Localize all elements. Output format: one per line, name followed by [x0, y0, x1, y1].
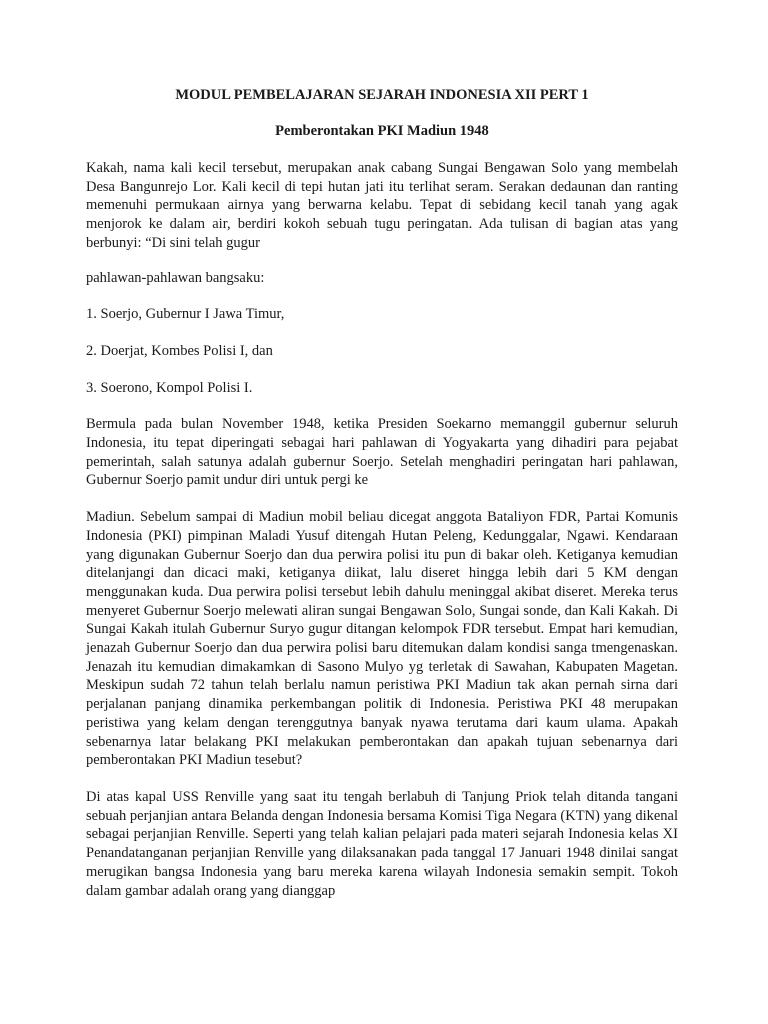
document-subtitle: Pemberontakan PKI Madiun 1948 — [275, 123, 489, 139]
paragraph-madiun: Madiun. Sebelum sampai di Madiun mobil beliau dicegat anggota Bataliyon FDR, Partai Komunis Indonesia (PKI) pimpinan Maladi Yusuf ditengah Hutan Peleng, Kedunggalar, Ngawi. Kendaraan yang digunakan Gubernur Soerjo dan dua perwira polisi itu pun di bakar oleh. Ketiganya kemudian ditelanjangi dan dicaci maki, ketiganya diikat, lalu diseret hingga lebih dari 5 KM dengan menggunakan kuda. Dua perwira polisi tersebut lebih dahulu meninggal akibat diseret. Mereka terus menyeret Gubernur Soerjo melewati aliran sungai Bengawan Solo, Sungai sonde, dan Kali Kakah. Di Sungai Kakah itulah Gubernur Suryo gugur ditangan kelompok FDR tersebut. Empat hari kemudian, jenazah Gubernur Soerjo dan dua perwira polisi baru ditemukan dalam kondisi sanga tmengenaskan. Jenazah itu kemudian dimakamkan di Sasono Mulyo yg terletak di Sawahan, Kabupaten Magetan. Meskipun sudah 72 tahun telah berlalu namun peristiwa PKI Madiun tak akan pernah sirna dari perjalanan panjang dinamika perkembangan politik di Indonesia. Peristiwa PKI 48 merupakan peristiwa yang kelam dengan terenggutnya banyak nyawa terutama dari kaum ulama. Apakah sebenarnya latar belakang PKI melakukan pemberontakan dan apakah tujuan sebenarnya dari pemberontakan PKI Madiun tesebut? — [86, 509, 678, 769]
list-item: 3. Soerono, Kompol Polisi I. — [86, 379, 253, 396]
document-title: MODUL PEMBELAJARAN SEJARAH INDONESIA XII PERT 1 — [175, 87, 589, 103]
paragraph-intro: Kakah, nama kali kecil tersebut, merupakan anak cabang Sungai Bengawan Solo yang membelah Desa Bangunrejo Lor. Kali kecil di tepi hutan jati itu terlihat seram. Serakan dedaunan dan ranting memenuhi permukaan airnya yang berwarna kelabu. Tepat di sebidang kecil tanah yang agak menjorok ke dalam air, berdiri kokoh sebuah tugu peringatan. Ada tulisan di bagian atas yang berbunyi: “Di sini telah gugur — [86, 160, 678, 251]
paragraph-heroes-intro: pahlawan-pahlawan bangsaku: — [86, 269, 265, 286]
document-body — [86, 86, 678, 900]
list-item: 1. Soerjo, Gubernur I Jawa Timur, — [86, 306, 285, 323]
list-item: 2. Doerjat, Kombes Polisi I, dan — [86, 342, 273, 359]
paragraph-renville: Di atas kapal USS Renville yang saat itu tengah berlabuh di Tanjung Priok telah ditanda tangani sebuah perjanjian antara Belanda dengan Indonesia bersama Komisi Tiga Negara (KTN) yang dikenal sebagai perjanjian Renville. Seperti yang telah kalian pelajari pada materi sejarah Indonesia kelas XI Penandatanganan perjanjian Renville yang dilaksanakan pada tanggal 17 Januari 1948 dinilai sangat merugikan bangsa Indonesia yang baru mereka karena wilayah Indonesia semakin sempit. Tokoh dalam gambar adalah orang yang dianggap — [86, 788, 678, 899]
paragraph-november: Bermula pada bulan November 1948, ketika Presiden Soekarno memanggil gubernur seluruh Indonesia, itu tepat diperingati sebagai hari pahlawan di Yogyakarta yang dihadiri para pejabat pemerintah, salah satunya adalah gubernur Soerjo. Setelah menghadiri peringatan hari pahlawan, Gubernur Soerjo pamit undur diri untuk pergi ke — [86, 416, 678, 489]
